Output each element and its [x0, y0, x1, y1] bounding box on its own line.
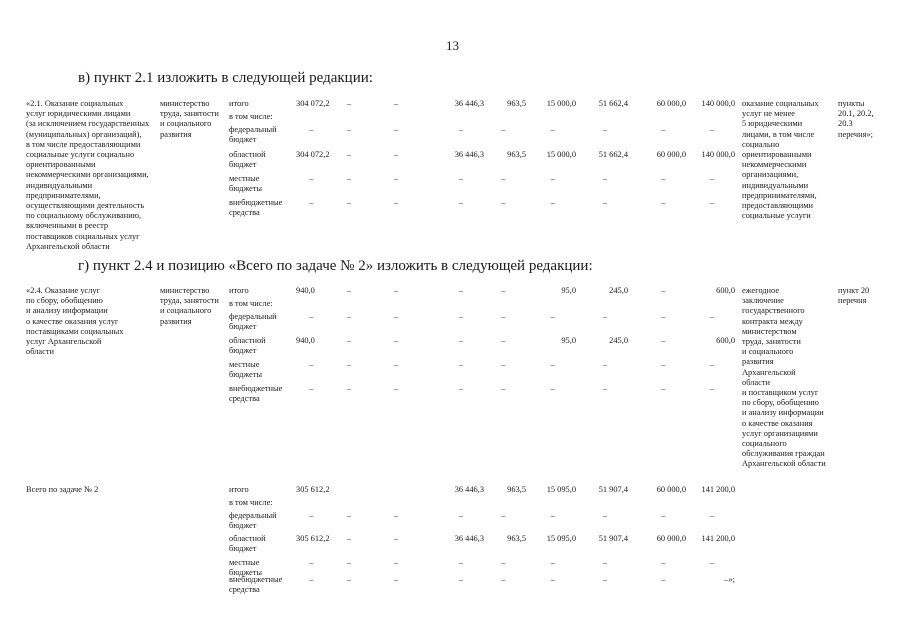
- executor-line: министерство: [160, 99, 210, 108]
- budget-value-cell: –: [709, 558, 715, 567]
- funding-source-label: внебюджетные: [229, 198, 283, 207]
- budget-value-cell: –: [660, 575, 666, 584]
- funding-source-label: бюджет: [229, 521, 257, 531]
- budget-value-cell: 245,0: [609, 336, 628, 345]
- budget-value-cell: –: [660, 312, 666, 321]
- budget-value-cell: –: [660, 198, 666, 207]
- budget-value-cell: –: [602, 384, 608, 393]
- budget-value-cell: 141 200,0: [701, 534, 735, 543]
- funding-source-label: бюджеты: [229, 370, 263, 380]
- reference-line: 20.3: [838, 119, 853, 129]
- funding-source-label: внебюджетные: [229, 384, 283, 393]
- budget-value-cell: 15 095,0: [546, 534, 576, 543]
- result-line: труда, занятости: [742, 337, 801, 346]
- result-line: ориентированными: [742, 150, 812, 159]
- budget-value-cell: –: [550, 174, 556, 183]
- result-line: Архангельской: [742, 367, 796, 377]
- budget-value-cell: –: [500, 198, 506, 207]
- budget-value-cell: 141 200,0: [701, 485, 735, 494]
- budget-value-cell: –: [500, 125, 506, 134]
- result-line: и социального: [742, 347, 794, 357]
- event-name-line: по социальному обслуживанию,: [26, 211, 142, 221]
- budget-value-cell: 304 072,2: [296, 150, 330, 159]
- budget-value-cell: –: [709, 384, 715, 393]
- result-line: оказание социальных: [742, 99, 819, 108]
- funding-source-label: в том числе:: [229, 112, 273, 121]
- event-name-line: ориентированными: [26, 160, 96, 170]
- event-name-line: Архангельской области: [26, 241, 110, 251]
- result-line: обслуживания граждан: [742, 449, 825, 459]
- executor-line: министерство: [160, 286, 210, 295]
- reference-line: пункт 20: [838, 286, 870, 295]
- budget-value-cell: –: [308, 575, 314, 584]
- budget-value-cell: –: [346, 360, 352, 369]
- budget-value-cell: 245,0: [609, 286, 628, 295]
- funding-source-label: бюджеты: [229, 568, 263, 578]
- result-line: социальные услуги: [742, 211, 811, 221]
- budget-value-cell: –: [393, 575, 399, 584]
- budget-value-cell: –: [709, 312, 715, 321]
- funding-source-label: бюджет: [229, 544, 257, 554]
- budget-value-cell: 95,0: [561, 286, 576, 295]
- result-line: Архангельской области: [742, 459, 826, 469]
- funding-source-label: местные: [229, 360, 260, 369]
- budget-value-cell: –: [660, 384, 666, 393]
- budget-value-cell: –: [660, 125, 666, 134]
- event-name-line: Всего по задаче № 2: [26, 485, 99, 494]
- budget-value-cell: –: [550, 360, 556, 369]
- result-line: и поставщиком услуг: [742, 388, 819, 397]
- result-line: министерством: [742, 326, 797, 336]
- executor-line: и социального: [160, 119, 212, 129]
- result-line: предоставляющими: [742, 201, 813, 210]
- budget-value-cell: –»;: [724, 575, 735, 584]
- budget-value-cell: –: [709, 360, 715, 369]
- event-name-line: в том числе предоставляющими: [26, 139, 141, 149]
- reference-line: пункты: [838, 99, 865, 108]
- budget-value-cell: 15 000,0: [546, 99, 576, 108]
- budget-value-cell: 36 446,3: [454, 534, 484, 543]
- budget-value-cell: –: [458, 198, 464, 207]
- result-line: области: [742, 377, 770, 387]
- funding-source-label: внебюджетные: [229, 575, 283, 584]
- event-name-line: (за исключением государственных: [26, 119, 150, 129]
- budget-value-cell: –: [346, 336, 352, 345]
- budget-value-cell: –: [346, 312, 352, 321]
- budget-value-cell: –: [458, 336, 464, 345]
- budget-value-cell: –: [393, 125, 399, 134]
- event-name-line: поставщиками социальных: [26, 326, 124, 336]
- result-line: социально: [742, 139, 780, 149]
- budget-value-cell: –: [500, 286, 506, 295]
- budget-value-cell: –: [393, 360, 399, 369]
- budget-value-cell: 963,5: [507, 150, 526, 159]
- heading-section-g: г) пункт 2.4 и позицию «Всего по задаче № 2» изложить в следующей редакции:: [78, 258, 593, 274]
- reference-line: перечня: [838, 296, 867, 306]
- budget-value-cell: –: [308, 384, 314, 393]
- budget-value-cell: –: [660, 286, 666, 295]
- event-name-line: услуг юридическими лицами: [26, 109, 131, 119]
- budget-value-cell: –: [346, 174, 352, 183]
- event-name-line: включенными в реестр: [26, 221, 109, 231]
- event-name-line: о качестве оказания услуг: [26, 316, 119, 326]
- budget-value-cell: –: [393, 99, 399, 108]
- executor-line: развития: [160, 316, 192, 326]
- funding-source-label: итого: [229, 485, 249, 494]
- funding-source-label: федеральный: [229, 312, 277, 321]
- budget-value-cell: –: [393, 198, 399, 207]
- result-line: услуг организациями: [742, 428, 818, 438]
- event-name-line: (муниципальных) организаций),: [26, 129, 142, 139]
- budget-value-cell: –: [308, 174, 314, 183]
- budget-value-cell: –: [500, 384, 506, 393]
- event-name-line: предпринимателями,: [26, 190, 101, 200]
- budget-value-cell: –: [550, 575, 556, 584]
- reference-line: 20.1, 20.2,: [838, 109, 874, 119]
- result-line: ежегодное: [742, 286, 780, 295]
- budget-value-cell: –: [346, 286, 352, 295]
- budget-value-cell: 60 000,0: [656, 99, 686, 108]
- budget-value-cell: –: [458, 174, 464, 183]
- funding-source-label: в том числе:: [229, 299, 273, 308]
- budget-value-cell: 36 446,3: [454, 485, 484, 494]
- budget-value-cell: –: [308, 198, 314, 207]
- budget-value-cell: 940,0: [296, 286, 315, 295]
- funding-source-label: бюджет: [229, 135, 257, 145]
- event-name-line: «2.4. Оказание услуг: [26, 286, 101, 295]
- budget-value-cell: –: [458, 575, 464, 584]
- budget-value-cell: –: [393, 174, 399, 183]
- budget-value-cell: 60 000,0: [656, 534, 686, 543]
- budget-value-cell: –: [602, 360, 608, 369]
- budget-value-cell: –: [458, 558, 464, 567]
- budget-value-cell: –: [550, 125, 556, 134]
- event-name-line: социальные услуги социально: [26, 150, 135, 159]
- budget-value-cell: –: [393, 336, 399, 345]
- budget-value-cell: –: [709, 511, 715, 520]
- executor-line: развития: [160, 129, 192, 139]
- budget-value-cell: –: [393, 286, 399, 295]
- executor-line: труда, занятости: [160, 296, 219, 306]
- budget-value-cell: –: [346, 150, 352, 159]
- funding-source-label: итого: [229, 286, 249, 295]
- result-line: индивидуальными: [742, 180, 809, 190]
- budget-value-cell: –: [660, 558, 666, 567]
- budget-value-cell: –: [458, 125, 464, 134]
- budget-value-cell: 304 072,2: [296, 99, 330, 108]
- result-line: контракта между: [742, 316, 803, 326]
- budget-value-cell: –: [660, 336, 666, 345]
- reference-line: перечня»;: [838, 129, 873, 139]
- result-line: развития: [742, 357, 774, 367]
- budget-value-cell: –: [709, 198, 715, 207]
- budget-value-cell: 36 446,3: [454, 99, 484, 108]
- budget-value-cell: –: [346, 575, 352, 584]
- budget-value-cell: –: [393, 312, 399, 321]
- funding-source-label: итого: [229, 99, 249, 108]
- budget-value-cell: 51 662,4: [598, 150, 628, 159]
- executor-line: труда, занятости: [160, 109, 219, 119]
- funding-source-label: бюджет: [229, 322, 257, 332]
- budget-value-cell: 60 000,0: [656, 150, 686, 159]
- result-line: услуг не менее: [742, 109, 796, 119]
- budget-value-cell: 600,0: [716, 286, 735, 295]
- funding-source-label: областной: [229, 534, 266, 543]
- budget-value-cell: –: [602, 511, 608, 520]
- budget-value-cell: –: [346, 198, 352, 207]
- budget-value-cell: –: [308, 558, 314, 567]
- result-line: 5 юридическими: [742, 119, 803, 129]
- budget-value-cell: –: [709, 174, 715, 183]
- budget-value-cell: –: [550, 384, 556, 393]
- budget-value-cell: 51 907,4: [598, 534, 628, 543]
- budget-value-cell: –: [500, 575, 506, 584]
- budget-value-cell: 36 446,3: [454, 150, 484, 159]
- budget-value-cell: –: [393, 150, 399, 159]
- funding-source-label: средства: [229, 394, 260, 404]
- budget-value-cell: 60 000,0: [656, 485, 686, 494]
- budget-value-cell: –: [602, 125, 608, 134]
- budget-value-cell: –: [458, 286, 464, 295]
- budget-value-cell: –: [602, 575, 608, 584]
- budget-value-cell: –: [346, 99, 352, 108]
- budget-value-cell: –: [660, 174, 666, 183]
- event-name-line: области: [26, 347, 54, 357]
- funding-source-label: областной: [229, 336, 266, 345]
- funding-source-label: местные: [229, 558, 260, 567]
- budget-value-cell: –: [550, 511, 556, 520]
- budget-value-cell: 963,5: [507, 534, 526, 543]
- funding-source-label: бюджеты: [229, 184, 263, 194]
- budget-value-cell: –: [346, 384, 352, 393]
- result-line: о качестве оказания: [742, 418, 813, 428]
- budget-value-cell: –: [346, 558, 352, 567]
- budget-value-cell: 140 000,0: [701, 150, 735, 159]
- budget-value-cell: 95,0: [561, 336, 576, 345]
- budget-value-cell: –: [308, 312, 314, 321]
- budget-value-cell: –: [500, 360, 506, 369]
- budget-value-cell: –: [602, 558, 608, 567]
- budget-value-cell: –: [458, 384, 464, 393]
- funding-source-label: бюджет: [229, 160, 257, 170]
- budget-value-cell: –: [393, 534, 399, 543]
- budget-value-cell: –: [602, 174, 608, 183]
- budget-value-cell: –: [308, 360, 314, 369]
- budget-value-cell: –: [393, 558, 399, 567]
- result-line: заключение: [742, 296, 784, 306]
- budget-value-cell: –: [500, 336, 506, 345]
- result-line: и анализу информации: [742, 408, 824, 418]
- budget-value-cell: –: [602, 312, 608, 321]
- executor-line: и социального: [160, 306, 212, 316]
- budget-value-cell: –: [660, 360, 666, 369]
- event-name-line: некоммерческими организациями,: [26, 170, 149, 180]
- event-name-line: услуг Архангельской: [26, 337, 102, 346]
- budget-value-cell: –: [550, 312, 556, 321]
- budget-value-cell: 51 662,4: [598, 99, 628, 108]
- result-line: государственного: [742, 306, 805, 316]
- budget-value-cell: 305 612,2: [296, 485, 330, 494]
- event-name-line: «2.1. Оказание социальных: [26, 99, 124, 108]
- funding-source-label: средства: [229, 585, 260, 595]
- budget-value-cell: –: [500, 312, 506, 321]
- event-name-line: осуществляющими деятельность: [26, 201, 145, 210]
- heading-section-v: в) пункт 2.1 изложить в следующей редакции:: [78, 70, 373, 86]
- budget-value-cell: –: [458, 360, 464, 369]
- funding-source-label: областной: [229, 150, 266, 159]
- budget-value-cell: –: [458, 511, 464, 520]
- budget-value-cell: –: [393, 384, 399, 393]
- event-name-line: индивидуальными: [26, 180, 93, 190]
- budget-value-cell: 963,5: [507, 99, 526, 108]
- event-name-line: поставщиков социальных услуг: [26, 231, 140, 241]
- budget-value-cell: 305 612,2: [296, 534, 330, 543]
- budget-value-cell: 140 000,0: [701, 99, 735, 108]
- funding-source-label: средства: [229, 208, 260, 218]
- result-line: некоммерческими: [742, 160, 807, 170]
- budget-value-cell: –: [500, 511, 506, 520]
- result-line: по сбору, обобщению: [742, 398, 819, 408]
- result-line: организациями,: [742, 170, 799, 180]
- funding-source-label: бюджет: [229, 346, 257, 356]
- budget-value-cell: 963,5: [507, 485, 526, 494]
- funding-source-label: федеральный: [229, 125, 277, 134]
- budget-value-cell: –: [709, 125, 715, 134]
- budget-value-cell: –: [602, 198, 608, 207]
- result-line: социального: [742, 439, 787, 448]
- budget-value-cell: 51 907,4: [598, 485, 628, 494]
- budget-value-cell: –: [500, 174, 506, 183]
- budget-value-cell: –: [308, 511, 314, 520]
- funding-source-label: в том числе:: [229, 498, 273, 507]
- budget-value-cell: –: [660, 511, 666, 520]
- event-name-line: по сбору, обобщению: [26, 296, 103, 306]
- budget-value-cell: –: [500, 558, 506, 567]
- budget-value-cell: 15 095,0: [546, 485, 576, 494]
- budget-value-cell: –: [458, 312, 464, 321]
- budget-value-cell: 600,0: [716, 336, 735, 345]
- budget-value-cell: –: [393, 511, 399, 520]
- budget-value-cell: –: [346, 534, 352, 543]
- page-number: 13: [446, 38, 459, 53]
- budget-value-cell: –: [550, 558, 556, 567]
- budget-value-cell: –: [346, 125, 352, 134]
- result-line: предпринимателями,: [742, 190, 817, 200]
- budget-value-cell: –: [550, 198, 556, 207]
- budget-value-cell: –: [308, 125, 314, 134]
- event-name-line: и анализу информации: [26, 306, 108, 316]
- funding-source-label: федеральный: [229, 511, 277, 520]
- result-line: лицами, в том числе: [742, 129, 815, 139]
- budget-value-cell: 940,0: [296, 336, 315, 345]
- budget-value-cell: 15 000,0: [546, 150, 576, 159]
- budget-value-cell: –: [346, 511, 352, 520]
- funding-source-label: местные: [229, 174, 260, 183]
